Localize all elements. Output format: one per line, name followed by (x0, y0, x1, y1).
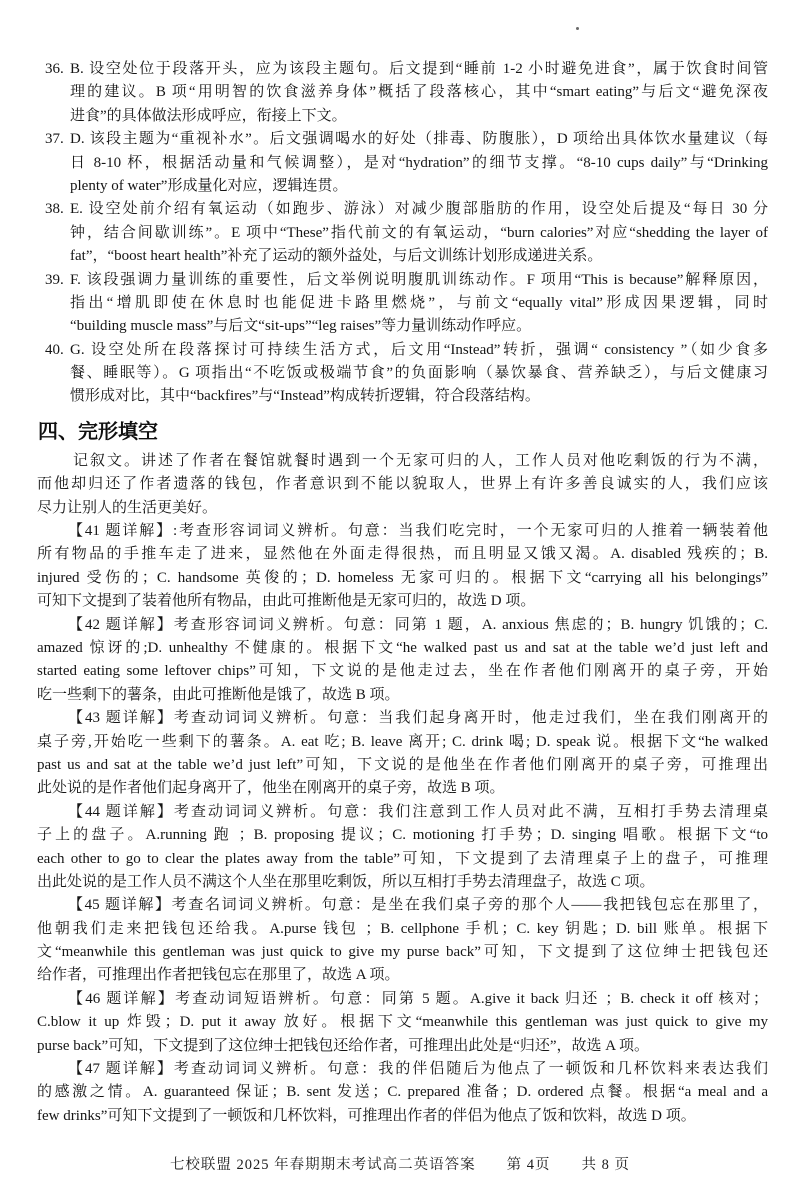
text-line: 【47 题详解】考查动词词义辨析。句意：我的伴侣随后为他点了一顿饭和几杯饮料来表达我们 (68, 1061, 768, 1078)
text-line: 子上的盘子。A.running 跑 ；B. proposing 提议；C. motioning 打手势；D. singing 唱歌。根据下文“to (37, 827, 768, 844)
text-line: 他朝我们走来把钱包还给我。A.purse 钱包 ；B. cellphone 手机；C. key 钥匙；D. bill 账单。根据下 (37, 920, 768, 937)
text-line: started eating some leftover chips”可知，下文说的是他走过去，坐在作者他们刚离开的桌子旁，开始 (37, 663, 768, 680)
text-line: 【46 题详解】考查动词短语辨析。句意：同第 5 题。A.give it back 归还 ；B. check it off 核对； (68, 990, 768, 1007)
page-footer (0, 1153, 800, 1174)
question-number: 40. (45, 341, 64, 358)
text-line: 所有物品的手推车走了进来，显然他在外面走得很热，而且明显又饿又渴。A. disabled 残疾的；B. (37, 546, 768, 563)
question-number: 38. (45, 201, 64, 218)
text-line: 的感激之情。A. guaranteed 保证；B. sent 发送；C. prepared 准备；D. ordered 点餐。根据“a meal and a (37, 1084, 768, 1101)
text-line: C.blow it up 炸毁；D. put it away 放好。根据下文“meanwhile this gentleman was just quick to give my (37, 1014, 768, 1031)
text-line: 记叙文。讲述了作者在餐馆就餐时遇到一个无家可归的人，工作人员对他吃剩饭的行为不满， (73, 452, 768, 469)
question-number: 39. (45, 271, 64, 288)
text-line: 惯形成对比，其中“backfires”与“Instead”构成转折逻辑，符合段落结构。 (70, 388, 540, 405)
text-line: 钟，结合间歇训练”。E 项中“These”指代前文的有氧运动，“burn calories”对应“shedding the layer of (70, 224, 768, 241)
explanation-44 (37, 801, 768, 895)
explanation-43 (37, 707, 768, 801)
text-line: 吃一些剩下的薯条，由此可推断他是饿了，故选 B 项。 (37, 686, 400, 703)
text-line: E. 设空处前介绍有氧运动（如跑步、游泳）对减少腹部脂肪的作用，设空处后提及“每日 30 分 (70, 201, 768, 218)
text-line: 餐、睡眠等）。G 项指出“不吃饭或极端节食”的负面影响（暴饮暴食、营养缺乏），与后文健康习 (70, 365, 768, 382)
text-line: amazed 惊讶的;D. unhealthy 不健康的。根据下文“he walked past us and sat at the table we’d just left and (37, 639, 768, 656)
text-line: 给作者，可推理出作者把钱包忘在那里了，故选 A 项。 (37, 967, 400, 984)
explanation-42 (37, 614, 768, 708)
text-line: 进食”的具体做法形成呼应，衔接上下文。 (70, 107, 347, 124)
text-line: 【44 题详解】考查动词词义辨析。句意：我们注意到工作人员对此不满，互相打手势去清理桌 (68, 803, 768, 820)
text-line: 指出“增肌即使在休息时也能促进卡路里燃烧”，与前文“equally vital”形成因果逻辑，同时 (70, 294, 768, 311)
text-line: 理的建议。B 项“用明智的饮食滋养身体”概括了段落核心，其中“smart eating”与后文“避免深夜 (70, 84, 768, 101)
text-line: 【43 题详解】考查动词词义辨析。句意：当我们起身离开时，他走过我们，坐在我们刚离开的 (68, 710, 768, 727)
text-line: G. 设空处所在段落探讨可持续生活方式，后文用“Instead”转折，强调“ consistency ”（如少食多 (70, 341, 768, 358)
section-title-cloze: 四、完形填空 (38, 420, 158, 443)
answer-item-36 (45, 58, 768, 128)
explanation-41 (37, 520, 768, 614)
footer-text: 七校联盟 2025 年春期期末考试高二英语答案 第 4页 共 8 页 (169, 1157, 631, 1173)
text-line: 尽力让别人的生活更美好。 (37, 499, 218, 516)
text-line: past us and sat at the table we’d just left”可知，下文说的是他坐在作者他们刚离开的桌子旁，可推理出 (37, 756, 768, 773)
text-line: 可知下文提到了装着他所有物品，由此可推断他是无家可归的，故选 D 项。 (37, 593, 536, 610)
section-gap-fill-answers (45, 58, 768, 409)
text-line: fat”，“boost heart health”补充了运动的额外益处，与后文训练计划形成递进关系。 (70, 248, 603, 265)
text-line: “building muscle mass”与后文“sit-ups”“leg raises”等力量训练动作呼应。 (70, 318, 532, 335)
text-line: few drinks”可知下文提到了一顿饭和几杯饮料，可推理出作者的伴侣为他点了饭和饮料，故选 D 项。 (37, 1107, 696, 1124)
text-line: 出此处说的是工作人员不满这个人坐在那里吃剩饭，所以互相打手势去清理盘子，故选 C 项。 (37, 873, 655, 890)
explanation-45 (37, 894, 768, 988)
text-line: 此处说的是作者他们起身离开了，他坐在刚离开的桌子旁，故选 B 项。 (37, 780, 505, 797)
answer-item-38 (45, 198, 768, 268)
text-line: plenty of water”形成量化对应，逻辑连贯。 (70, 177, 348, 194)
question-number: 37. (45, 131, 64, 148)
text-line: F. 该段强调力量训练的重要性，后文举例说明腹肌训练动作。F 项用“This is because”解释原因， (70, 271, 768, 288)
answer-item-39 (45, 269, 768, 339)
text-line: 文“meanwhile this gentleman was just quick to give my purse back”可知，下文提到了这位绅士把钱包还 (37, 944, 768, 961)
text-line: 【42 题详解】考查形容词词义辨析。句意：同第 1 题，A. anxious 焦虑的；B. hungry 饥饿的；C. (68, 616, 768, 633)
answer-item-37 (45, 128, 768, 198)
text-line: injured 受伤的；C. handsome 英俊的；D. homeless 无家可归的。根据下文“carrying all his belongings” (37, 569, 768, 586)
question-number: 36. (45, 61, 64, 77)
answer-item-40 (45, 339, 768, 409)
text-line: 桌子旁,开始吃一些剩下的薯条。A. eat 吃; B. leave 离开; C. drink 喝; D. speak 说。根据下文“he walked (37, 733, 768, 750)
text-line: 【41 题详解】:考查形容词词义辨析。句意：当我们吃完时，一个无家可归的人推着一辆装着他 (68, 523, 768, 540)
explanation-47 (37, 1058, 768, 1128)
explanation-46 (37, 988, 768, 1058)
text-line: 而他却归还了作者遗落的钱包，作者意识到不能以貌取人，世界上有许多善良诚实的人，我们应该 (37, 476, 768, 493)
text-line: purse back”可知，下文提到了这位绅士把钱包还给作者，可推理出此处是“归还”，故选 A 项。 (37, 1037, 650, 1054)
cloze-summary-paragraph (37, 450, 768, 520)
text-line: 日 8-10 杯，根据活动量和气候调整），是对“hydration”的细节支撑。“8-10 cups daily”与“Drinking (70, 154, 768, 171)
text-line: B. 设空处位于段落开头，应为该段主题句。后文提到“睡前 1-2 小时避免进食”，属于饮食时间管 (70, 61, 768, 77)
text-line: 【45 题详解】考查名词词义辨析。句意：是坐在我们桌子旁的那个人——我把钱包忘在那里了， (68, 897, 768, 914)
text-line: D. 该段主题为“重视补水”。后文强调喝水的好处（排毒、防腹胀），D 项给出具体饮水量建议（每 (70, 131, 768, 148)
text-line: each other to go to clear the plates away from the table”可知，下文提到了去清理桌子上的盘子，可推理 (37, 850, 768, 867)
